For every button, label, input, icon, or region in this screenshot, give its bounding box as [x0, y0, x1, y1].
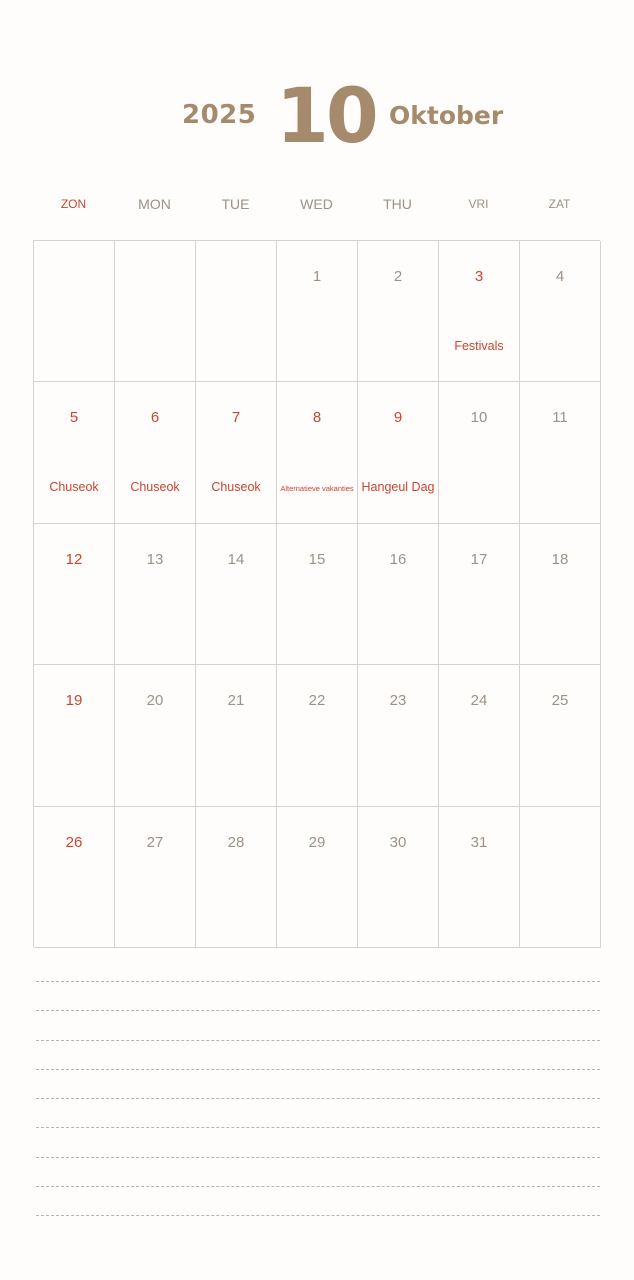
day-cell[interactable] [277, 524, 358, 665]
holiday-label: Alternatieve vakanties [280, 484, 354, 494]
day-number: 2 [393, 268, 403, 285]
day-cell[interactable] [520, 665, 601, 806]
day-number: 20 [146, 692, 164, 710]
weekday-friday: VRI [468, 197, 489, 211]
day-number: 30 [389, 833, 407, 851]
day-number: 17 [470, 550, 488, 568]
day-cell[interactable] [439, 382, 520, 523]
day-cell[interactable] [196, 524, 277, 665]
day-cell[interactable] [115, 524, 196, 665]
day-cell[interactable] [277, 382, 358, 523]
note-line[interactable] [36, 1157, 600, 1158]
day-number: 28 [227, 833, 245, 851]
day-cell[interactable] [115, 807, 196, 948]
day-number: 16 [389, 550, 407, 568]
day-number: 31 [470, 833, 488, 851]
day-number: 19 [65, 692, 83, 710]
day-cell[interactable] [277, 241, 358, 382]
note-line[interactable] [36, 981, 600, 982]
day-cell[interactable] [115, 665, 196, 806]
month-name: Oktober [389, 101, 504, 130]
day-number: 9 [393, 409, 403, 427]
day-number: 11 [552, 409, 568, 427]
day-number: 10 [470, 409, 488, 427]
day-cell[interactable] [277, 807, 358, 948]
day-cell[interactable] [520, 241, 601, 382]
day-number: 14 [227, 550, 245, 568]
day-cell[interactable] [520, 807, 601, 948]
day-cell[interactable] [115, 241, 196, 382]
day-cell[interactable] [439, 524, 520, 665]
day-number: 23 [389, 692, 407, 710]
holiday-label: Festivals [454, 339, 504, 353]
day-number: 26 [65, 833, 83, 851]
day-number: 29 [308, 833, 326, 851]
day-cell[interactable] [34, 665, 115, 806]
day-number: 18 [551, 550, 569, 568]
year-label: 2025 [182, 100, 257, 130]
day-number: 8 [312, 409, 322, 427]
day-number: 25 [551, 692, 569, 710]
note-line[interactable] [36, 1098, 600, 1099]
day-cell[interactable] [196, 241, 277, 382]
day-cell[interactable] [34, 382, 115, 523]
notes-area[interactable] [36, 981, 600, 1245]
day-number: 15 [308, 550, 326, 568]
weekday-header-row [33, 193, 600, 215]
day-cell[interactable] [196, 382, 277, 523]
day-number: 27 [146, 833, 164, 851]
note-line[interactable] [36, 1040, 600, 1041]
day-cell[interactable] [358, 382, 439, 523]
weekday-tuesday: TUE [221, 196, 250, 212]
day-number: 5 [69, 409, 79, 427]
day-number: 6 [150, 409, 160, 427]
note-line[interactable] [36, 1127, 600, 1128]
weekday-monday: MON [138, 196, 171, 212]
holiday-label: Chuseok [211, 480, 261, 495]
month-number: 10 [276, 71, 376, 160]
day-cell[interactable] [196, 665, 277, 806]
weekday-saturday: ZAT [548, 197, 571, 211]
day-cell[interactable] [520, 524, 601, 665]
day-cell[interactable] [520, 382, 601, 523]
day-number: 3 [474, 268, 484, 285]
day-cell[interactable] [34, 807, 115, 948]
day-number: 21 [227, 692, 245, 710]
day-cell[interactable] [439, 241, 520, 382]
weekday-sunday: ZON [60, 197, 87, 211]
calendar-grid [33, 240, 600, 947]
day-cell[interactable] [115, 382, 196, 523]
note-line[interactable] [36, 1069, 600, 1070]
day-cell[interactable] [439, 665, 520, 806]
day-cell[interactable] [358, 241, 439, 382]
note-line[interactable] [36, 1186, 600, 1187]
day-cell[interactable] [358, 524, 439, 665]
day-number: 24 [470, 692, 488, 710]
note-line[interactable] [36, 1010, 600, 1011]
day-number: 1 [312, 268, 322, 285]
day-number: 13 [146, 550, 164, 568]
day-number: 12 [65, 550, 83, 568]
day-number: 22 [308, 692, 326, 710]
day-cell[interactable] [358, 665, 439, 806]
day-cell[interactable] [358, 807, 439, 948]
note-line[interactable] [36, 1215, 600, 1216]
day-cell[interactable] [196, 807, 277, 948]
calendar-header [0, 0, 634, 180]
weekday-thursday: THU [383, 196, 412, 212]
day-number: 7 [231, 409, 241, 427]
day-cell[interactable] [34, 524, 115, 665]
day-cell[interactable] [277, 665, 358, 806]
day-cell[interactable] [439, 807, 520, 948]
day-cell[interactable] [34, 241, 115, 382]
weekday-wednesday: WED [300, 196, 333, 212]
holiday-label: Hangeul Dag [361, 480, 435, 495]
holiday-label: Chuseok [130, 480, 180, 495]
holiday-label: Chuseok [49, 480, 99, 495]
day-number: 4 [555, 268, 565, 285]
